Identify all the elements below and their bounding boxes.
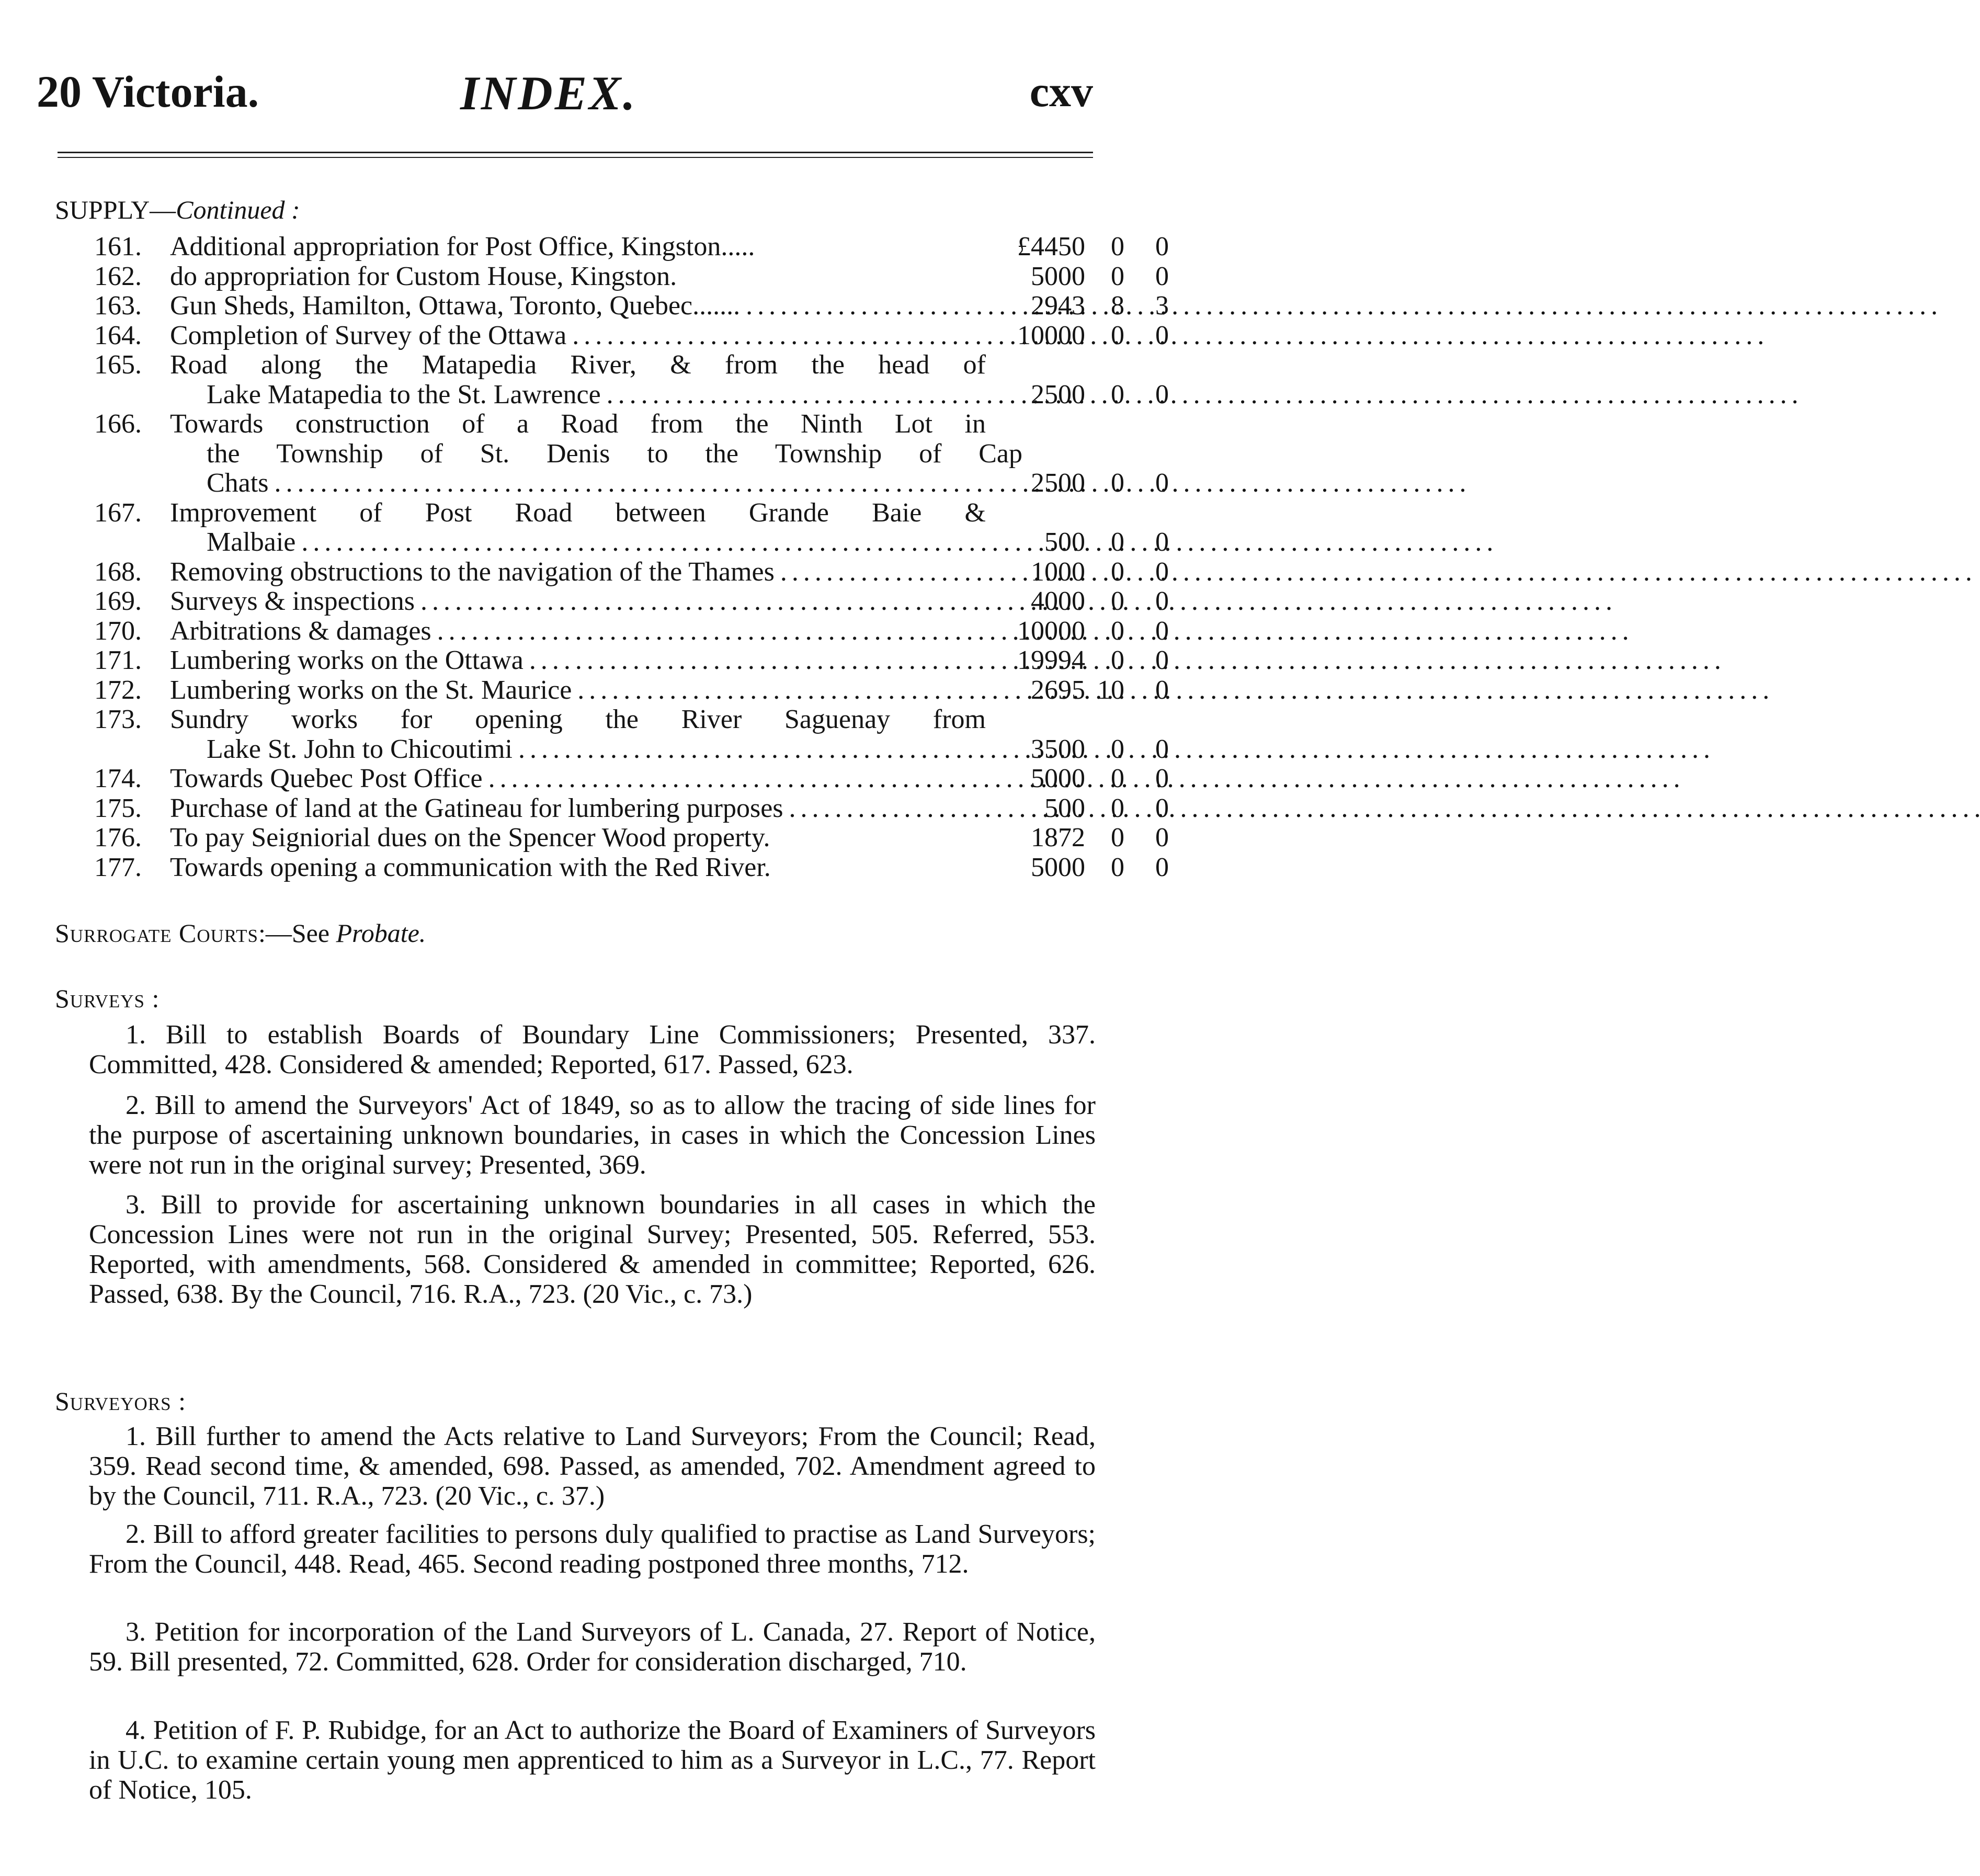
supply-item-list bbox=[94, 232, 1169, 882]
supply-item-pounds: 1000 bbox=[1031, 556, 1085, 587]
supply-item-description: Arbitrations & damages . . . bbox=[170, 617, 983, 646]
supply-item-description: Lumbering works on the St. Maurice . . . bbox=[170, 676, 983, 706]
supply-item-description: Improvement of Post Road between Grande Baie & bbox=[170, 497, 986, 528]
supply-item-shillings: 8 bbox=[1111, 291, 1124, 321]
supply-item-row bbox=[94, 556, 1169, 587]
surveyors-label: Surveyors : bbox=[55, 1386, 187, 1416]
supply-item-number: 167. bbox=[94, 497, 142, 528]
supply-item-pence: 0 bbox=[1155, 468, 1169, 498]
supply-item-description: Road along the Matapedia River, & from the head of bbox=[170, 350, 986, 380]
page-header bbox=[37, 65, 1093, 123]
supply-item-pence: 0 bbox=[1155, 852, 1169, 882]
surveyors-entry-3: 3. Petition for incorporation of the Land Surveyors of L. Canada, 27. Report of Notice, 59. Bill presented, 72. Committed, 628. Order for consideration discharged, 710. bbox=[89, 1617, 1096, 1677]
supply-item-row bbox=[94, 852, 1169, 883]
surveyors-heading bbox=[55, 1386, 186, 1416]
supply-item-shillings: 0 bbox=[1111, 764, 1124, 793]
supply-item-pence: 0 bbox=[1155, 527, 1169, 557]
supply-item-pence: 0 bbox=[1155, 793, 1169, 823]
surrogate-courts-heading bbox=[55, 918, 426, 948]
header-rule-thin bbox=[58, 157, 1093, 158]
header-title: INDEX. bbox=[460, 66, 638, 120]
supply-item-shillings: 0 bbox=[1111, 320, 1124, 350]
surrogate-see-reference: Probate. bbox=[336, 918, 426, 948]
supply-item-description: Lumbering works on the Ottawa . . . bbox=[170, 646, 983, 676]
supply-item-row bbox=[94, 527, 1169, 558]
supply-item-description: Malbaie . . . bbox=[207, 528, 983, 558]
supply-item-description: the Township of St. Denis to the Township of Cap bbox=[207, 438, 1022, 469]
supply-item-pounds: 10000 bbox=[1017, 616, 1085, 646]
supply-item-row bbox=[94, 261, 1169, 292]
supply-item-number: 175. bbox=[94, 793, 142, 823]
supply-heading-continued: Continued : bbox=[176, 195, 300, 224]
surveyors-entry-2: 2. Bill to afford greater facilities to persons duly qualified to practise as Land Surveyors; From the Council, 448. Read, 465. Second reading postponed three months, 712. bbox=[89, 1519, 1096, 1579]
supply-item-shillings: 0 bbox=[1111, 261, 1124, 291]
supply-item-shillings: 0 bbox=[1111, 527, 1124, 557]
supply-item-row bbox=[94, 410, 1098, 439]
supply-item-number: 166. bbox=[94, 409, 142, 439]
supply-item-row bbox=[94, 232, 1169, 262]
supply-item-number: 165. bbox=[94, 350, 142, 380]
supply-item-number: 171. bbox=[94, 645, 142, 675]
supply-item-description: Completion of Survey of the Ottawa . . . bbox=[170, 321, 983, 351]
supply-item-shillings: 0 bbox=[1111, 734, 1124, 764]
surrogate-courts-label: Surrogate Courts bbox=[55, 918, 258, 948]
supply-item-row bbox=[94, 320, 1169, 351]
supply-item-description: Lake Matapedia to the St. Lawrence . . . bbox=[207, 380, 983, 410]
supply-item-pounds: 5000 bbox=[1031, 852, 1085, 882]
supply-item-row bbox=[94, 793, 1169, 824]
surveys-entry-1: 1. Bill to establish Boards of Boundary Line Commissioners; Presented, 337. Committed, 428. Considered & amended; Reported, 617. Passed, 623. bbox=[89, 1020, 1096, 1079]
supply-item-shillings: 0 bbox=[1111, 823, 1124, 852]
supply-item-description: Chats . . . bbox=[207, 469, 983, 498]
supply-item-shillings: 0 bbox=[1111, 793, 1124, 823]
supply-item-pence: 3 bbox=[1155, 291, 1169, 321]
supply-item-pounds: 2500 bbox=[1031, 379, 1085, 410]
supply-item-shillings: 0 bbox=[1111, 379, 1124, 410]
surveys-entry-3: 3. Bill to provide for ascertaining unknown boundaries in all cases in which the Concession Lines were not run in the original Survey; Presented, 505. Referred, 553. Reported, with amendments, 568. Considered & amended in committee; Reported, 626. Passed, 638. By the Council, 716. R.A., 723. (20 Vic., c. 73.) bbox=[89, 1190, 1096, 1309]
supply-heading-label: SUPPLY— bbox=[55, 195, 176, 224]
surrogate-see-text: :—See bbox=[258, 918, 336, 948]
supply-item-shillings: 10 bbox=[1097, 675, 1124, 705]
supply-item-pounds: 1872 bbox=[1031, 823, 1085, 852]
supply-item-number: 177. bbox=[94, 852, 142, 882]
supply-item-number: 162. bbox=[94, 261, 142, 291]
supply-item-shillings: 0 bbox=[1111, 645, 1124, 675]
supply-item-row bbox=[94, 823, 1169, 853]
supply-item-pounds: 5000 bbox=[1031, 764, 1085, 793]
supply-item-description: Towards construction of a Road from the Ninth Lot in bbox=[170, 409, 986, 439]
supply-item-shillings: 0 bbox=[1111, 232, 1124, 261]
supply-item-pence: 0 bbox=[1155, 586, 1169, 616]
supply-item-number: 176. bbox=[94, 823, 142, 852]
supply-item-pence: 0 bbox=[1155, 616, 1169, 646]
header-page-number: cxv bbox=[1029, 67, 1093, 116]
surveyors-entry-4: 4. Petition of F. P. Rubidge, for an Act to authorize the Board of Examiners of Surveyors in U.C. to examine certain young men apprenticed to him as a Surveyor in L.C., 77. Report of Notice, 105. bbox=[89, 1715, 1096, 1805]
supply-item-shillings: 0 bbox=[1111, 616, 1124, 646]
supply-item-pounds: 19994 bbox=[1017, 645, 1085, 675]
supply-item-number: 173. bbox=[94, 704, 142, 734]
supply-heading bbox=[55, 195, 300, 225]
supply-item-pounds: £4450 bbox=[1017, 232, 1085, 261]
supply-item-row bbox=[94, 734, 1169, 765]
supply-item-shillings: 0 bbox=[1111, 586, 1124, 616]
supply-item-shillings: 0 bbox=[1111, 852, 1124, 882]
supply-item-row bbox=[94, 439, 1098, 469]
supply-item-shillings: 0 bbox=[1111, 556, 1124, 587]
supply-item-description: do appropriation for Custom House, Kingston. bbox=[170, 261, 677, 291]
supply-item-pounds: 10000 bbox=[1017, 320, 1085, 350]
supply-item-row bbox=[94, 616, 1169, 646]
supply-item-number: 170. bbox=[94, 616, 142, 646]
supply-item-description: Sundry works for opening the River Saguenay from bbox=[170, 704, 986, 734]
supply-item-row bbox=[94, 350, 1098, 380]
supply-item-pence: 0 bbox=[1155, 764, 1169, 793]
supply-item-pounds: 2943 bbox=[1031, 291, 1085, 321]
supply-item-pounds: 2695 bbox=[1031, 675, 1085, 705]
surveyors-entry-1: 1. Bill further to amend the Acts relative to Land Surveyors; From the Council; Read, 359. Read second time, & amended, 698. Passed, as amended, 702. Amendment agreed to by the Council, 711. R.A., 723. (20 Vic., c. 37.) bbox=[89, 1422, 1096, 1511]
supply-item-description: Additional appropriation for Post Office, Kingston..... bbox=[170, 232, 755, 261]
supply-item-description: Towards Quebec Post Office . . . bbox=[170, 764, 983, 794]
supply-item-row bbox=[94, 379, 1169, 410]
supply-item-pence: 0 bbox=[1155, 675, 1169, 705]
supply-item-row bbox=[94, 675, 1169, 706]
header-rule-thick bbox=[58, 152, 1093, 153]
supply-item-pence: 0 bbox=[1155, 261, 1169, 291]
supply-item-pence: 0 bbox=[1155, 823, 1169, 852]
supply-item-number: 168. bbox=[94, 556, 142, 587]
surveys-label: Surveys : bbox=[55, 984, 160, 1013]
supply-item-number: 161. bbox=[94, 232, 142, 261]
supply-item-pounds: 4000 bbox=[1031, 586, 1085, 616]
supply-item-pence: 0 bbox=[1155, 645, 1169, 675]
supply-item-pence: 0 bbox=[1155, 320, 1169, 350]
supply-item-row bbox=[94, 586, 1169, 617]
supply-item-row bbox=[94, 291, 1169, 321]
supply-item-pence: 0 bbox=[1155, 379, 1169, 410]
supply-item-row bbox=[94, 498, 1098, 528]
supply-item-pence: 0 bbox=[1155, 734, 1169, 764]
header-session: 20 Victoria. bbox=[37, 66, 259, 117]
supply-item-pounds: 2500 bbox=[1031, 468, 1085, 498]
supply-item-row bbox=[94, 705, 1098, 735]
supply-item-description: Lake St. John to Chicoutimi . . . bbox=[207, 735, 983, 765]
supply-item-pence: 0 bbox=[1155, 556, 1169, 587]
supply-item-row bbox=[94, 468, 1169, 498]
supply-item-number: 163. bbox=[94, 291, 142, 321]
supply-item-number: 164. bbox=[94, 320, 142, 350]
supply-item-pence: 0 bbox=[1155, 232, 1169, 261]
supply-item-number: 172. bbox=[94, 675, 142, 705]
supply-item-description: Purchase of land at the Gatineau for lumbering purposes . . . bbox=[170, 794, 983, 824]
supply-item-row bbox=[94, 645, 1169, 676]
supply-item-shillings: 0 bbox=[1111, 468, 1124, 498]
supply-item-pounds: 500 bbox=[1044, 793, 1085, 823]
supply-item-description: To pay Seigniorial dues on the Spencer Wood property. bbox=[170, 823, 770, 852]
surveys-heading bbox=[55, 983, 160, 1014]
supply-item-description: Towards opening a communication with the Red River. bbox=[170, 852, 771, 882]
supply-item-description: Surveys & inspections . . . bbox=[170, 587, 983, 617]
supply-item-pounds: 3500 bbox=[1031, 734, 1085, 764]
surveys-entry-2: 2. Bill to amend the Surveyors' Act of 1849, so as to allow the tracing of side lines for the purpose of ascertaining unknown boundaries, in cases in which the Concession Lines were not run in the original survey; Presented, 369. bbox=[89, 1090, 1096, 1180]
supply-item-pounds: 500 bbox=[1044, 527, 1085, 557]
supply-item-row bbox=[94, 764, 1169, 794]
supply-item-pounds: 5000 bbox=[1031, 261, 1085, 291]
supply-item-number: 169. bbox=[94, 586, 142, 616]
supply-item-description: Gun Sheds, Hamilton, Ottawa, Toronto, Quebec....... . . . bbox=[170, 291, 983, 321]
supply-item-number: 174. bbox=[94, 764, 142, 793]
supply-item-description: Removing obstructions to the navigation of the Thames . . . bbox=[170, 558, 983, 587]
